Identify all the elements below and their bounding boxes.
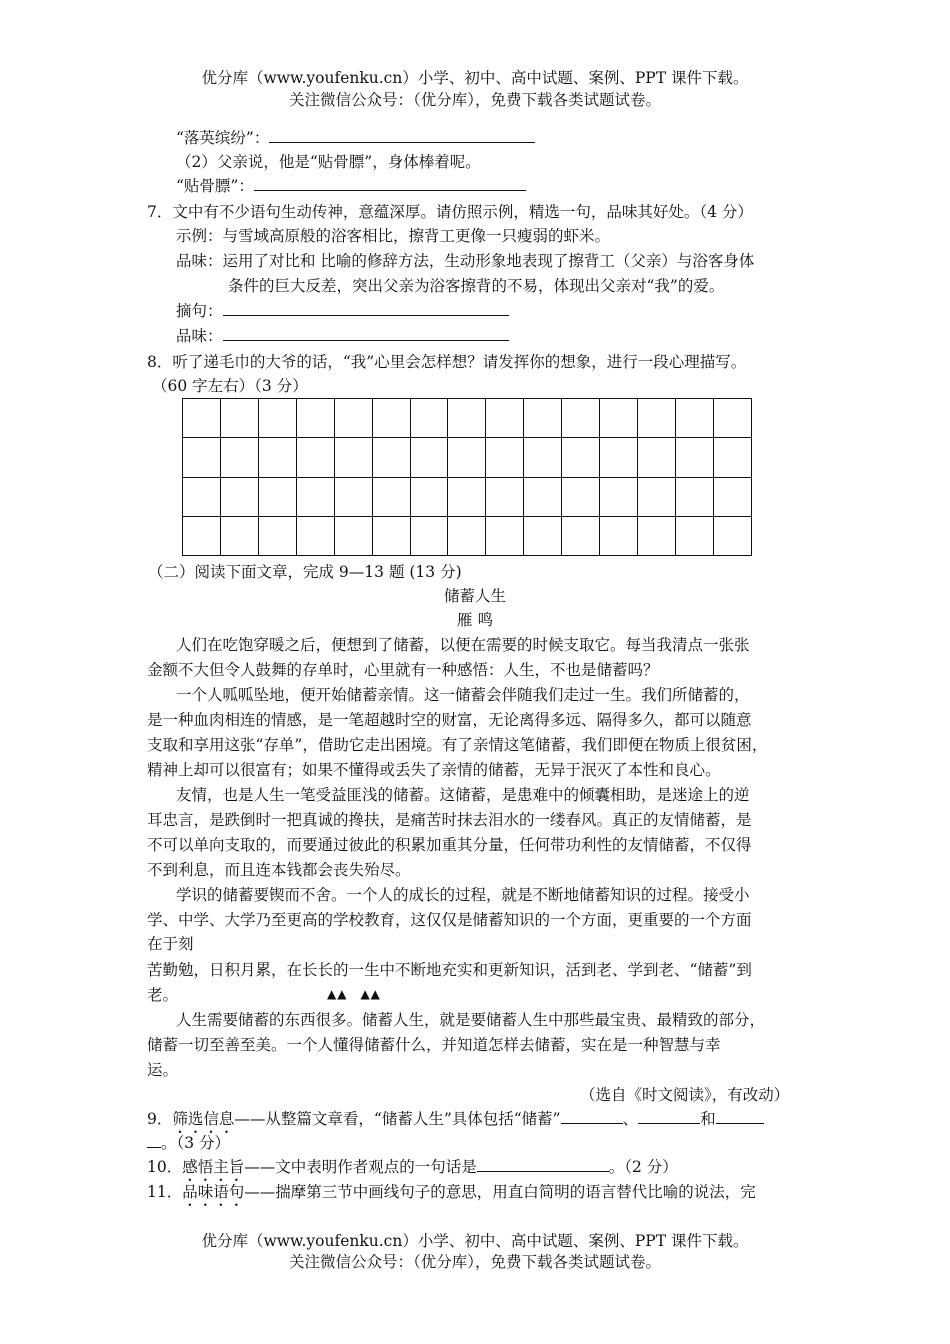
article-title: 储蓄人生	[443, 587, 506, 605]
q9-line	[147, 1107, 764, 1137]
q9-sep-1: 、	[622, 1110, 639, 1128]
p5-line-b: 储蓄一切至善至美。一个人懂得储蓄什么，并知道怎样去储蓄，实在是一种智慧与幸	[147, 1036, 721, 1054]
q10-text: ——文中表明作者观点的一句话是	[244, 1158, 477, 1176]
zhaiju-label: 摘句：	[176, 302, 223, 320]
q2-text: （2）父亲说，他是“贴骨膘”，身体棒着呢。	[176, 153, 481, 171]
p4-line-c: 在于刻	[147, 935, 194, 953]
tiegubiao-label: “贴骨膘”：	[176, 177, 254, 195]
luoying-label: “落英缤纷”：	[176, 129, 270, 147]
header-line-1: 优分库（www.youfenku.cn）小学、初中、高中试题、案例、PPT 课件下载。	[201, 69, 749, 87]
q11-keyword: 品味语句	[182, 1183, 245, 1201]
grid-row	[183, 438, 752, 477]
pinwei-answer-blank[interactable]	[223, 324, 509, 341]
footer-line-2: 关注微信公众号：（优分库），免费下载各类试题试卷。	[288, 1253, 661, 1271]
p4-line-e: 老。	[147, 986, 179, 1004]
q9-blank-3[interactable]	[716, 1107, 764, 1124]
p1-line-a: 人们在吃饱穿暖之后，便想到了储蓄，以便在需要的时候支取它。每当我清点一张张	[176, 636, 750, 654]
p3-line-d: 不到利息，而且连本钱都会丧失殆尽。	[147, 861, 411, 879]
p3-line-a: 友情，也是人生一笔受益匪浅的储蓄。这储蓄，是患难中的倾囊相助，是迷途上的逆	[176, 786, 750, 804]
p5-line-a: 人生需要储蓄的东西很多。储蓄人生，就是要储蓄人生中那些最宝贵、最精致的部分，	[176, 1011, 766, 1029]
q9-sep-2: 和	[700, 1110, 716, 1128]
luoying-line	[176, 126, 535, 150]
footer-line-1: 优分库（www.youfenku.cn）小学、初中、高中试题、案例、PPT 课件下载。	[201, 1232, 749, 1250]
luoying-answer-blank[interactable]	[269, 126, 535, 143]
p4-line-a: 学识的储蓄要锲而不舍。一个人的成长的过程，就是不断地储蓄知识的过程。接受小	[176, 886, 750, 904]
q7-pinwei-2: 条件的巨大反差，突出父亲为浴客擦背的不易，体现出父亲对“我”的爱。	[228, 277, 725, 295]
section2-intro: （二）阅读下面文章，完成 9—13 题 (13 分)	[148, 563, 462, 581]
tiegubiao-answer-blank[interactable]	[254, 174, 526, 191]
q10-blank[interactable]	[477, 1155, 609, 1172]
q7-pinwei-1: 品味：运用了对比和 比喻的修辞方法，生动形象地表现了擦背工（父亲）与浴客身体	[176, 252, 755, 270]
p2-line-b: 是一种血肉相连的情感，是一笔超越时空的财富，无论离得多远、隔得多久，都可以随意	[147, 711, 752, 729]
q7-example: 示例：与雪域高原般的浴客相比，擦背工更像一只瘦弱的虾米。	[176, 227, 611, 245]
q9-keyword: 筛选信息	[172, 1110, 235, 1128]
header-line-2: 关注微信公众号：（优分库），免费下载各类试题试卷。	[288, 91, 661, 109]
q11-text: ——揣摩第三节中画线句子的意思，用直白简明的语言替代比喻的说法，完	[244, 1183, 756, 1201]
p4-line-d: 苦勤勉，日积月累，在长长的一生中不断地充实和更新知识，活到老、学到老、“储蓄”到	[147, 961, 752, 979]
q10-keyword: 感悟主旨	[182, 1158, 245, 1176]
q10-tail: 。（2 分）	[608, 1158, 678, 1176]
p2-line-d: 精神上却可以很富有；如果不懂得或丢失了亲情的储蓄，无异于泯灭了本性和良心。	[147, 761, 721, 779]
q9-line-2	[147, 1131, 230, 1155]
p3-line-b: 耳忠言，是跌倒时一把真诚的搀扶，是痛苦时抹去泪水的一缕春风。真正的友情储蓄，是	[147, 811, 752, 829]
p2-line-a: 一个人呱呱坠地，便开始储蓄亲情。这一储蓄会伴随我们走过一生。我们所储蓄的，	[176, 686, 750, 704]
grid-row	[183, 477, 752, 516]
article-author: 雁 鸣	[457, 611, 493, 629]
q11-number: 11．	[147, 1183, 183, 1201]
q8-stem: 8．听了递毛巾的大爷的话，“我”心里会怎样想？请发挥你的想象，进行一段心理描写。	[147, 353, 747, 371]
pinwei-label: 品味：	[176, 327, 223, 345]
p3-line-c: 不可以单向支取的，而要通过彼此的积累加重其分量，任何带功利性的友情储蓄，不仅得	[147, 836, 752, 854]
writing-grid[interactable]	[182, 398, 752, 556]
q10-number: 10．	[147, 1158, 183, 1176]
q9-blank-2[interactable]	[638, 1107, 700, 1124]
p1-line-b: 金额不大但令人鼓舞的存单时，心里就有一种感悟：人生，不也是储蓄吗？	[147, 661, 659, 679]
q7-pinwei-line	[176, 324, 509, 348]
q9-blank-1[interactable]	[561, 1107, 623, 1124]
triangle-marks: ▲▲ ▲▲	[327, 987, 381, 1001]
q8-note: （60 字左右）（3 分）	[152, 377, 308, 395]
p2-line-c: 支取和享用这张“存单”，借助它走出困境。有了亲情这笔储蓄，我们即便在物质上很贫困，	[147, 736, 768, 754]
zhaiju-answer-blank[interactable]	[223, 299, 509, 316]
article-source: （选自《时文阅读》，有改动）	[580, 1086, 790, 1104]
q7-zhaiju-line	[176, 299, 509, 323]
q7-stem: 7．文中有不少语句生动传神，意蕴深厚。请仿照示例，精选一句，品味其好处。（4 分）	[147, 203, 753, 221]
q9-blank-3-continued[interactable]	[147, 1131, 161, 1148]
q9-text: ——从整篇文章看，“储蓄人生”具体包括“储蓄”	[234, 1110, 561, 1128]
p5-line-c: 运。	[147, 1061, 179, 1079]
q9-tail: 。（3 分）	[161, 1134, 231, 1152]
grid-row	[183, 399, 752, 438]
q11-line	[147, 1180, 756, 1210]
grid-row	[183, 516, 752, 555]
tiegubiao-line	[176, 174, 526, 198]
q9-number: 9．	[147, 1110, 173, 1128]
p4-line-b: 学、中学、大学乃至更高的学校教育，这仅仅是储蓄知识的一个方面，更重要的一个方面	[147, 911, 752, 929]
